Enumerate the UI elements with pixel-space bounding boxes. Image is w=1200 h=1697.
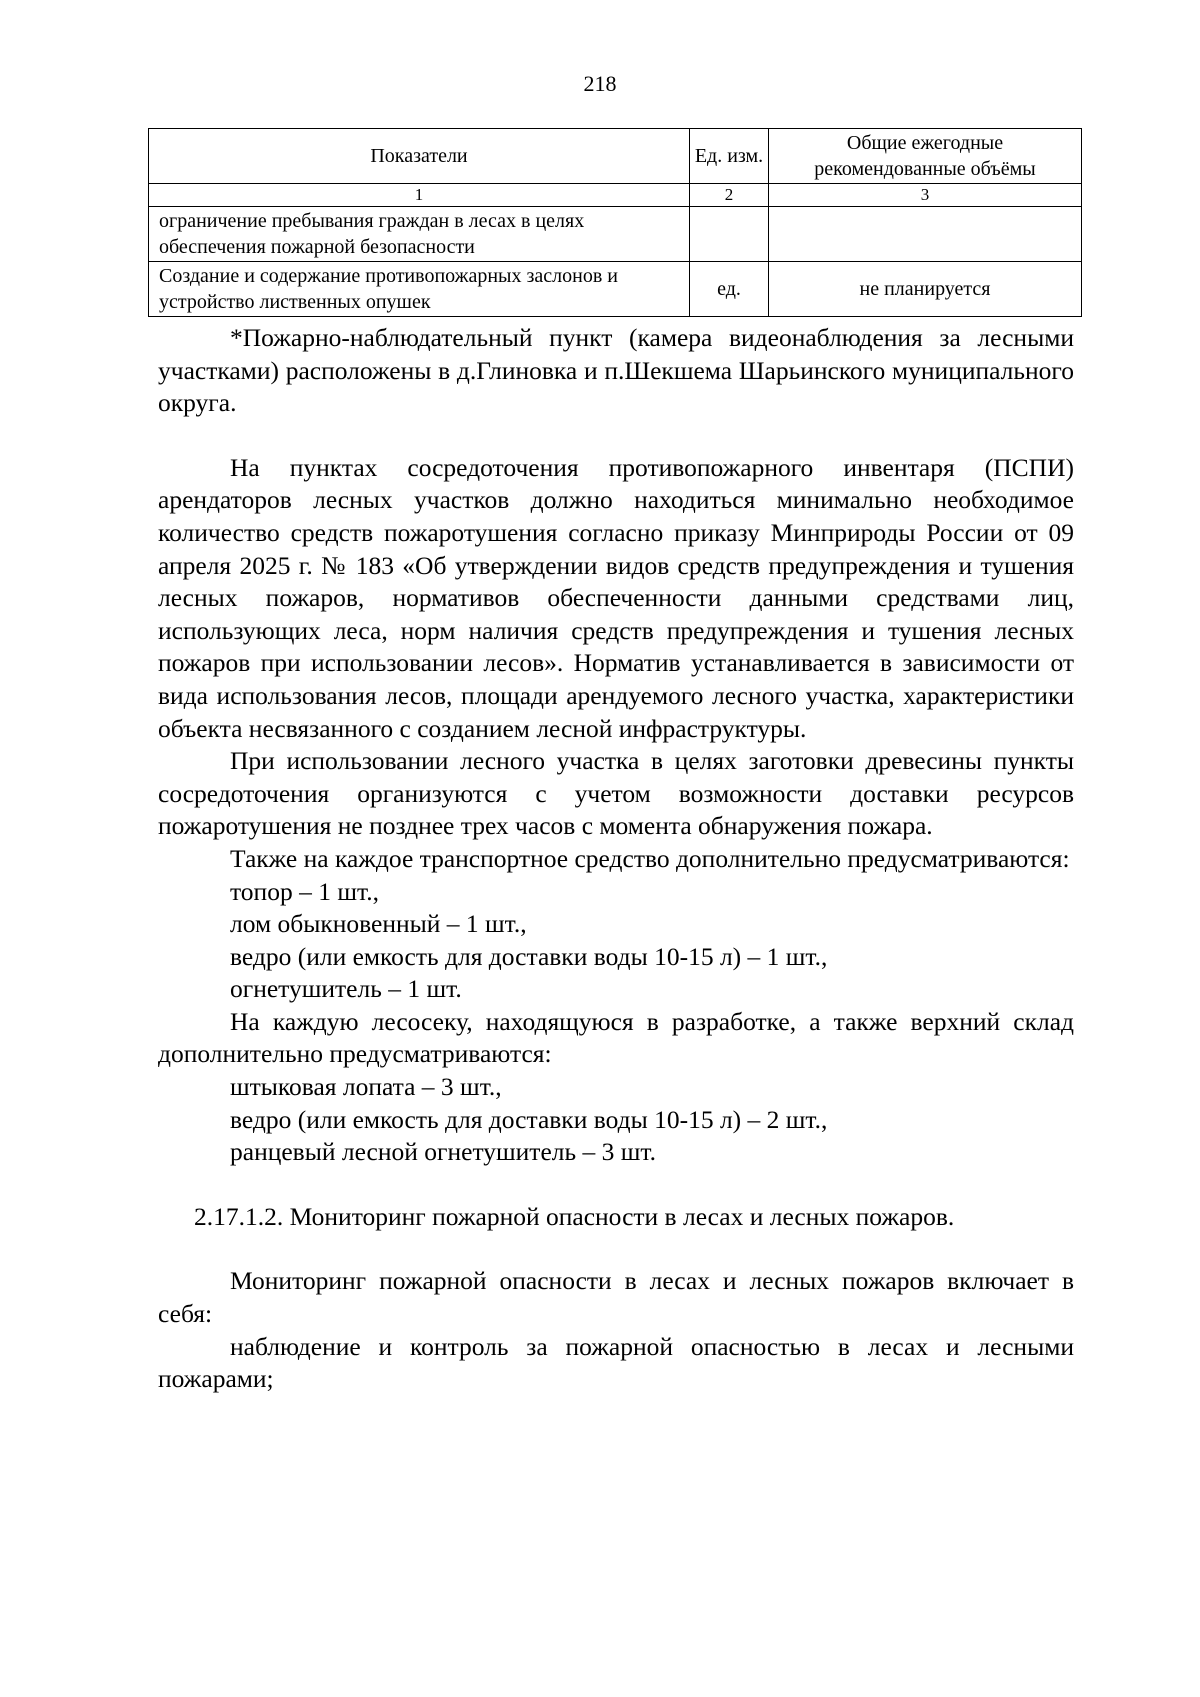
header-unit: Ед. изм. bbox=[690, 129, 769, 184]
spacer bbox=[158, 420, 1074, 452]
footnote-paragraph: *Пожарно-наблюдательный пункт (камера видеонаблюдения за лесными участками) расположены в д.Глиновка и п.Шекшема Шарьинского муниципального округа. bbox=[158, 323, 1074, 418]
list-item: огнетушитель – 1 шт. bbox=[230, 974, 462, 1004]
header-indicators: Показатели bbox=[149, 129, 690, 184]
column-number: 2 bbox=[690, 184, 769, 207]
list-item: лом обыкновенный – 1 шт., bbox=[230, 909, 527, 939]
table-cell-volume bbox=[769, 207, 1082, 262]
paragraph-cutting-area: На каждую лесосеку, находящуюся в разработке, а также верхний склад дополнительно предусматриваются: bbox=[158, 1006, 1074, 1069]
table-cell-indicator: Создание и содержание противопожарных заслонов и устройство лиственных опушек bbox=[149, 262, 690, 317]
paragraph-observation: наблюдение и контроль за пожарной опасностью в лесах и лесными пожарами; bbox=[158, 1331, 1074, 1394]
section-heading: 2.17.1.2. Мониторинг пожарной опасности в лесах и лесных пожаров. bbox=[194, 1201, 955, 1231]
list-item: ранцевый лесной огнетушитель – 3 шт. bbox=[230, 1137, 656, 1167]
list-item: штыковая лопата – 3 шт., bbox=[230, 1072, 502, 1102]
header-volumes: Общие ежегодные рекомендованные объёмы bbox=[769, 129, 1082, 184]
paragraph-monitoring: Мониторинг пожарной опасности в лесах и лесных пожаров включает в себя: bbox=[158, 1266, 1074, 1329]
indicators-table bbox=[148, 128, 1082, 317]
table-cell-volume: не планируется bbox=[769, 262, 1082, 317]
table-row bbox=[149, 207, 1082, 262]
list-item: ведро (или емкость для доставки воды 10-15 л) – 2 шт., bbox=[230, 1104, 828, 1134]
paragraph-delivery: При использовании лесного участка в целях заготовки древесины пункты сосредоточения организуются с учетом возможности доставки ресурсов пожаротушения не позднее трех часов с момента обнаружения пожара. bbox=[158, 746, 1074, 841]
paragraph-vehicle: Также на каждое транспортное средство дополнительно предусматриваются: bbox=[230, 843, 1070, 873]
table-header-row bbox=[149, 129, 1082, 184]
table-cell-unit: ед. bbox=[690, 262, 769, 317]
column-number: 3 bbox=[769, 184, 1082, 207]
table-column-numbers-row bbox=[149, 184, 1082, 207]
paragraph-pspi: На пунктах сосредоточения противопожарного инвентаря (ПСПИ) арендаторов лесных участков должно находиться минимально необходимое количество средств пожаротушения согласно приказу Минприроды России от 09 апреля 2025 г. № 183 «Об утверждении видов средств предупреждения и тушения лесных пожаров, нормативов обеспеченности данными средствами лиц, использующих леса, норм наличия средств предупреждения и тушения лесных пожаров при использовании лесов». Норматив устанавливается в зависимости от вида использования лесов, площади арендуемого лесного участка, характеристики объекта несвязанного с созданием лесной инфраструктуры. bbox=[158, 452, 1074, 743]
spacer bbox=[158, 1169, 1074, 1201]
table-cell-unit bbox=[690, 207, 769, 262]
table-cell-indicator: ограничение пребывания граждан в лесах в целях обеспечения пожарной безопасности bbox=[149, 207, 690, 262]
column-number: 1 bbox=[149, 184, 690, 207]
body-text bbox=[158, 322, 1074, 1396]
list-item: ведро (или емкость для доставки воды 10-15 л) – 1 шт., bbox=[230, 941, 828, 971]
spacer bbox=[158, 1233, 1074, 1265]
page-number: 218 bbox=[583, 71, 617, 96]
table-row bbox=[149, 262, 1082, 317]
list-item: топор – 1 шт., bbox=[230, 876, 379, 906]
